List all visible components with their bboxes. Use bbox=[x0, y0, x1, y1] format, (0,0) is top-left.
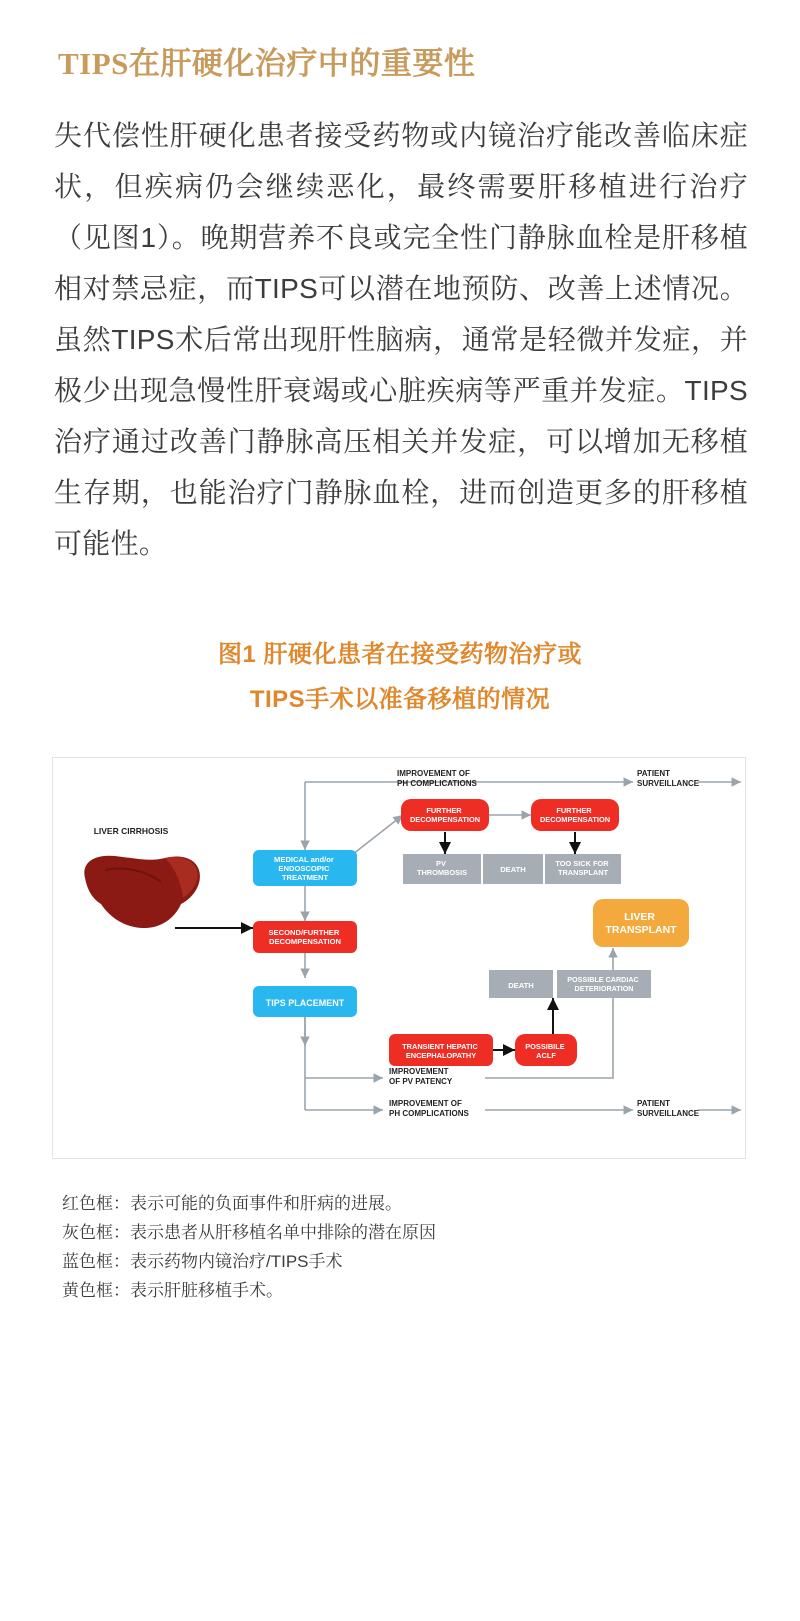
figure-caption-line-1: 图1 肝硬化患者在接受药物治疗或 bbox=[217, 640, 582, 668]
svg-text:MEDICAL and/or ENDOS: MEDICAL and/or ENDOSCOPIC TREATMENT bbox=[274, 854, 334, 882]
figure-diagram bbox=[52, 757, 746, 1159]
node-death-2-label: DEATH bbox=[508, 980, 534, 990]
node-death-2 bbox=[489, 970, 553, 998]
label-improvement-ph-bottom: IMPROVEMENT OF PH COMPLICATIONS bbox=[389, 1098, 469, 1118]
label-patient-surveillance-top: PATIENT SURVEILLANCE bbox=[637, 768, 700, 788]
node-liver-transplant bbox=[593, 899, 689, 947]
svg-text:PV THROMBOSIS: PV THROMBOSIS bbox=[416, 858, 468, 877]
figure-caption bbox=[52, 632, 748, 723]
node-tips-placement bbox=[253, 986, 357, 1017]
node-medical-endoscopic-treatment bbox=[253, 850, 357, 886]
figure-legend bbox=[62, 1189, 748, 1306]
legend-line-blue: 蓝色框：表示药物内镜治疗/TIPS手术 bbox=[62, 1252, 343, 1272]
node-further-decompensation-1 bbox=[401, 799, 489, 831]
article-paragraph: 失代偿性肝硬化患者接受药物或内镜治疗能改善临床症状，但疾病仍会继续恶化，最终需要肝移植进行治疗（见图1）。晚期营养不良或完全性门静脉血栓是肝移植相对禁忌症，而TIPS可以潜在地预防、改善上述情况。虽然TIPS术后常出现肝性脑病，通常是轻微并发症，并极少出现急慢性肝衰竭或心脏疾病等严重并发症。TIPS治疗通过改善门静脉高压相关并发症，可以增加无移植生存期，也能治疗门静脉血栓，进而创造更多的肝移植可能性。 bbox=[54, 120, 748, 559]
figure-caption-line-2: TIPS手术以准备移植的情况 bbox=[249, 686, 551, 714]
node-possible-aclf bbox=[515, 1034, 577, 1066]
label-patient-surveillance-bottom: PATIENT SURVEILLANCE bbox=[637, 1098, 700, 1118]
svg-text:TOO SICK FOR TRANSPL: TOO SICK FOR TRANSPLANT bbox=[555, 858, 609, 877]
label-improvement-ph-top: IMPROVEMENT OF PH COMPLICATIONS bbox=[397, 768, 477, 788]
page-title: TIPS在肝硬化治疗中的重要性 bbox=[58, 46, 476, 81]
node-possible-cardiac-deterioration bbox=[557, 970, 651, 998]
node-liver-cirrhosis: LIVER CIRRHOSIS bbox=[93, 825, 169, 836]
legend-line-yellow: 黄色框：表示肝脏移植手术。 bbox=[62, 1281, 283, 1301]
svg-text:POSSIBLE CARDIAC DET: POSSIBLE CARDIAC DETERIORATION bbox=[567, 974, 639, 993]
node-transient-hepatic-encephalopathy bbox=[389, 1034, 493, 1066]
svg-text:POSSIBILE ACLF: POSSIBILE ACLF bbox=[525, 1041, 565, 1060]
legend-line-red: 红色框：表示可能的负面事件和肝病的进展。 bbox=[62, 1193, 402, 1213]
svg-text:FURTHER DECOMPENSATI: FURTHER DECOMPENSATION bbox=[539, 805, 611, 824]
node-tips-placement-label: TIPS PLACEMENT bbox=[265, 997, 345, 1008]
node-death-1-label: DEATH bbox=[500, 864, 526, 874]
label-improvement-pv: IMPROVEMENT OF PV PATENCY bbox=[389, 1066, 453, 1086]
svg-text:TRANSIENT HEPATIC EN: TRANSIENT HEPATIC ENCEPHALOPATHY bbox=[402, 1041, 478, 1060]
node-pv-thrombosis bbox=[403, 854, 481, 884]
svg-text:LIVER TRANSPLANT: LIVER TRANSPLANT bbox=[605, 910, 677, 936]
svg-text:FURTHER DECOMPENSATI: FURTHER DECOMPENSATION bbox=[409, 805, 481, 824]
node-second-further-decompensation bbox=[253, 921, 357, 953]
node-death-1 bbox=[483, 854, 543, 884]
node-further-decompensation-2 bbox=[531, 799, 619, 831]
svg-text:SECOND/FURTHER DECOM: SECOND/FURTHER DECOMPENSATION bbox=[268, 927, 342, 946]
legend-line-grey: 灰色框：表示患者从肝移植名单中排除的潜在原因 bbox=[62, 1223, 436, 1242]
node-too-sick-for-transplant bbox=[545, 854, 621, 884]
liver-illustration bbox=[84, 855, 200, 927]
